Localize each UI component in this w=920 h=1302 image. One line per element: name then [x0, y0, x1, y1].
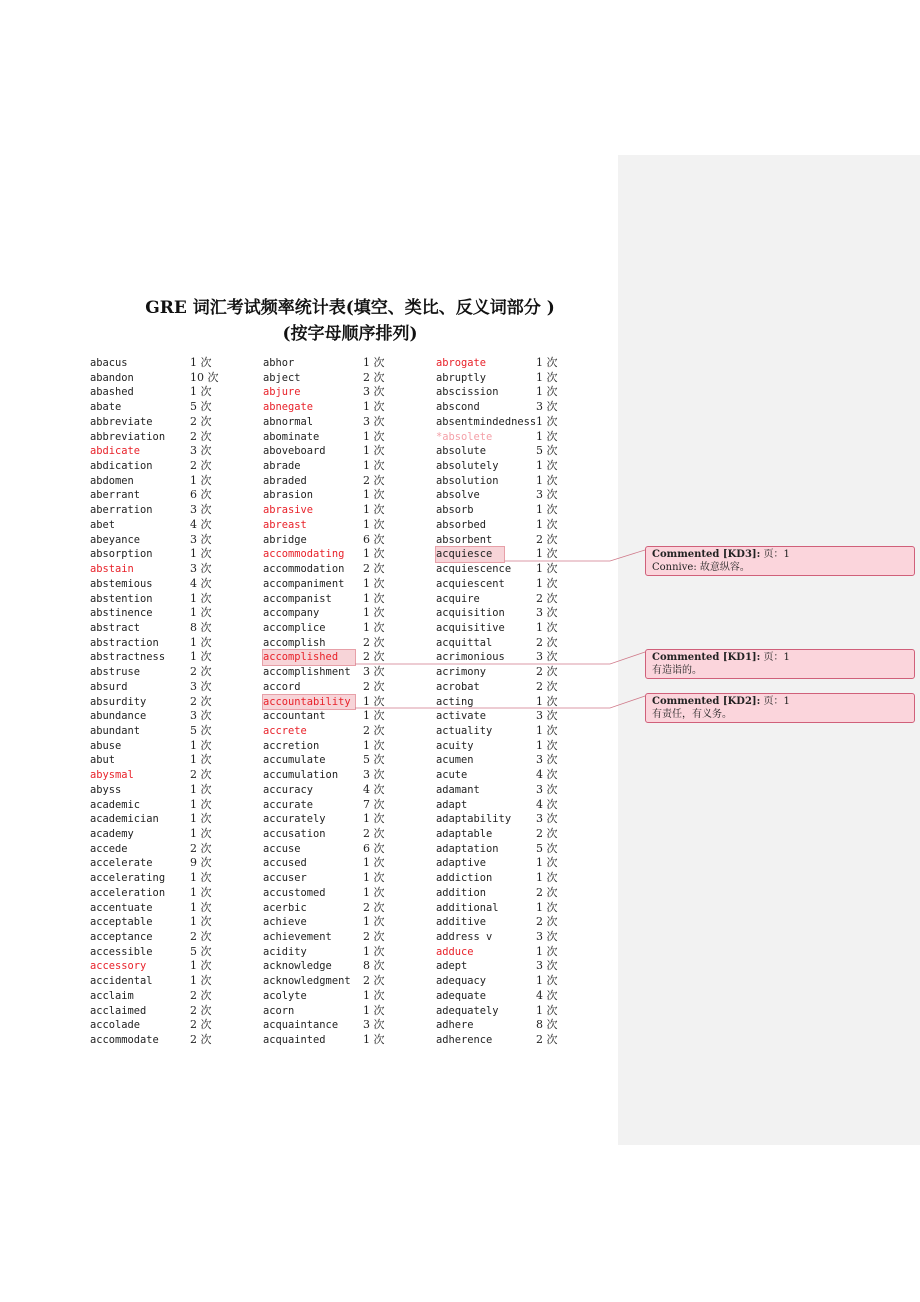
vocab-word: acquiescence: [436, 563, 512, 576]
vocab-word: accessible: [90, 945, 153, 958]
vocab-word: adaptability: [436, 813, 512, 826]
vocab-word: addiction: [436, 872, 493, 885]
frequency-count: 7 次: [363, 797, 385, 811]
frequency-count: 3 次: [536, 606, 558, 620]
vocab-word: acceleration: [90, 886, 166, 899]
vocab-word: acuity: [436, 739, 474, 752]
comment-kd3-text: Connive: 故意纵容。: [652, 562, 750, 573]
vocab-word: adequate: [436, 989, 487, 1002]
frequency-count: 1 次: [190, 606, 212, 620]
frequency-count: 8 次: [190, 620, 212, 634]
frequency-count: 1 次: [190, 591, 212, 605]
frequency-count: 3 次: [363, 1018, 385, 1032]
vocab-word: absorbent: [436, 533, 493, 546]
vocab-word: accompany: [263, 607, 320, 620]
frequency-count: 1 次: [536, 429, 558, 443]
frequency-count: 3 次: [363, 414, 385, 428]
frequency-count: 3 次: [190, 709, 212, 723]
vocab-word: accumulation: [263, 769, 339, 782]
frequency-count: 1 次: [363, 694, 385, 708]
vocab-word: adapt: [436, 798, 468, 811]
comment-kd1-text: 有造诣的。: [652, 665, 702, 676]
vocab-word: adequately: [436, 1004, 499, 1017]
vocab-word: accuracy: [263, 783, 314, 796]
frequency-count: 3 次: [363, 768, 385, 782]
comment-kd3-page: 页：1: [763, 549, 790, 560]
vocab-word: acolyte: [263, 989, 307, 1002]
vocab-word: achieve: [263, 916, 307, 929]
frequency-count: 1 次: [190, 738, 212, 752]
frequency-count: 2 次: [363, 827, 385, 840]
comment-kd2-label: Commented [KD2]:: [652, 696, 761, 707]
comment-kd2-text: 有责任，有义务。: [652, 709, 732, 720]
vocab-word: absolutely: [436, 460, 499, 473]
frequency-count: 1 次: [363, 871, 385, 885]
frequency-count: 1 次: [536, 356, 558, 369]
vocab-word: abacus: [90, 357, 128, 369]
vocab-word: acquiescent: [436, 577, 505, 590]
vocab-word: accolade: [90, 1019, 141, 1032]
vocab-word: abate: [90, 401, 122, 414]
frequency-count: 2 次: [363, 900, 385, 914]
vocab-word: absurd: [90, 680, 128, 693]
frequency-count: 2 次: [363, 930, 385, 944]
frequency-count: 1 次: [363, 620, 385, 634]
vocab-word: abashed: [90, 386, 134, 399]
vocab-word: abstention: [90, 592, 153, 605]
frequency-count: 1 次: [190, 974, 212, 988]
vocab-word: accumulate: [263, 754, 326, 767]
frequency-count: 3 次: [536, 709, 558, 723]
frequency-count: 2 次: [190, 694, 212, 708]
vocab-word: accuser: [263, 872, 307, 885]
vocab-word: accomplice: [263, 621, 326, 634]
frequency-count: 2 次: [190, 988, 212, 1002]
frequency-count: 2 次: [190, 768, 212, 782]
frequency-count: 5 次: [536, 841, 558, 855]
frequency-count: 1 次: [536, 723, 558, 737]
frequency-count: 5 次: [190, 944, 212, 958]
vocab-word: acquiesce: [436, 547, 504, 562]
frequency-count: 2 次: [536, 915, 558, 929]
frequency-count: 2 次: [536, 635, 558, 649]
vocab-word: abbreviate: [90, 415, 153, 428]
frequency-count: 9 次: [190, 856, 212, 870]
vocab-word: adequacy: [436, 975, 487, 988]
vocab-word: abet: [90, 518, 116, 531]
frequency-count: 1 次: [363, 944, 385, 958]
vocab-word: achievement: [263, 931, 332, 944]
vocab-word: acquisitive: [436, 621, 505, 634]
frequency-count: 1 次: [363, 444, 385, 458]
vocab-word: abjure: [263, 386, 301, 399]
frequency-count: 2 次: [363, 723, 385, 737]
frequency-count: 6 次: [363, 841, 385, 855]
frequency-count: 2 次: [190, 1033, 212, 1047]
frequency-count: 1 次: [363, 709, 385, 723]
vocab-word: acclaim: [90, 989, 134, 1002]
vocab-word: abuse: [90, 739, 122, 752]
frequency-count: 1 次: [363, 856, 385, 870]
frequency-count: 1 次: [190, 650, 212, 664]
frequency-count: 1 次: [536, 900, 558, 914]
frequency-count: 3 次: [363, 665, 385, 679]
frequency-count: 2 次: [536, 1033, 558, 1047]
vocab-word: abut: [90, 754, 116, 767]
vocab-word: accountability: [263, 695, 355, 710]
vocab-word: accord: [263, 680, 301, 693]
vocab-word: abstract: [90, 621, 141, 634]
frequency-count: 1 次: [536, 974, 558, 988]
vocab-word: abundance: [90, 710, 147, 723]
frequency-count: 2 次: [536, 591, 558, 605]
document-subtitle: (按字母顺序排列): [282, 324, 418, 344]
vocab-word: abrasive: [263, 504, 314, 517]
frequency-count: 3 次: [536, 959, 558, 973]
frequency-count: 2 次: [536, 827, 558, 840]
comment-kd1-label: Commented [KD1]:: [652, 652, 761, 663]
vocab-word: adept: [436, 960, 468, 973]
frequency-count: 3 次: [536, 930, 558, 944]
frequency-count: 8 次: [536, 1018, 558, 1032]
vocab-word: accuse: [263, 842, 301, 855]
frequency-count: 2 次: [190, 665, 212, 679]
frequency-count: 1 次: [363, 915, 385, 929]
vocab-word: acting: [436, 695, 474, 708]
frequency-count: 1 次: [363, 812, 385, 826]
vocab-word: acquittal: [436, 636, 493, 649]
frequency-count: 3 次: [536, 812, 558, 826]
frequency-count: 1 次: [536, 473, 558, 487]
vocab-word: accommodating: [263, 548, 345, 561]
frequency-count: 4 次: [363, 782, 385, 796]
vocab-word: acquainted: [263, 1034, 326, 1047]
vocab-word: *absolete: [436, 430, 493, 443]
frequency-count: 4 次: [190, 576, 212, 590]
frequency-count: 1 次: [190, 547, 212, 561]
vocab-word: absorption: [90, 548, 153, 561]
vocab-word: abbreviation: [90, 430, 166, 443]
vocab-word: abstain: [90, 563, 134, 576]
frequency-count: 1 次: [190, 871, 212, 885]
frequency-count: 5 次: [536, 444, 558, 458]
vocab-word: academic: [90, 798, 141, 811]
vocab-word: acrimony: [436, 666, 487, 679]
vocab-word: aberrant: [90, 489, 141, 502]
vocab-word: accusation: [263, 828, 326, 840]
vocab-word: acrimonious: [436, 651, 505, 664]
vocab-word: adaptive: [436, 857, 487, 870]
vocab-word: accustomed: [263, 886, 326, 899]
frequency-count: 3 次: [536, 488, 558, 502]
vocab-word: abrade: [263, 460, 301, 473]
vocab-word: accommodation: [263, 563, 345, 576]
frequency-count: 1 次: [190, 827, 212, 840]
vocab-word: abscond: [436, 401, 480, 414]
vocab-word: abstruse: [90, 666, 141, 679]
frequency-count: 1 次: [536, 1003, 558, 1017]
frequency-count: 1 次: [190, 635, 212, 649]
vocab-word: abstinence: [90, 607, 153, 620]
vocab-word: acknowledgment: [263, 975, 351, 988]
vocab-word: abeyance: [90, 533, 141, 546]
vocab-word: absolve: [436, 489, 480, 502]
frequency-count: 1 次: [363, 547, 385, 561]
frequency-count: 1 次: [536, 562, 558, 576]
vocab-word: abdicate: [90, 445, 141, 458]
comment-kd3-label: Commented [KD3]:: [652, 549, 761, 560]
frequency-count: 1 次: [190, 356, 212, 369]
vocab-word: adaptation: [436, 842, 499, 855]
vocab-word: abridge: [263, 533, 307, 546]
frequency-count: 4 次: [536, 797, 558, 811]
vocab-word: abysmal: [90, 769, 134, 782]
vocab-word: accrete: [263, 724, 307, 737]
frequency-count: 1 次: [363, 400, 385, 414]
frequency-count: 5 次: [190, 400, 212, 414]
frequency-count: 1 次: [363, 429, 385, 443]
vocab-word: adherence: [436, 1034, 493, 1047]
vocab-word: abrogate: [436, 357, 487, 369]
vocab-word: additional: [436, 901, 499, 914]
frequency-count: 1 次: [363, 517, 385, 531]
vocab-word: adduce: [436, 945, 474, 958]
frequency-count: 1 次: [536, 944, 558, 958]
vocab-word: acceptance: [90, 931, 153, 944]
frequency-count: 2 次: [536, 885, 558, 899]
vocab-word: activate: [436, 710, 487, 723]
frequency-count: 3 次: [190, 503, 212, 517]
vocab-word: accomplished: [263, 650, 355, 665]
frequency-count: 2 次: [190, 930, 212, 944]
frequency-count: 1 次: [190, 473, 212, 487]
frequency-count: 1 次: [536, 385, 558, 399]
frequency-count: 3 次: [190, 679, 212, 693]
vocab-word: acclaimed: [90, 1004, 147, 1017]
frequency-count: 1 次: [190, 959, 212, 973]
vocab-word: acquire: [436, 592, 480, 605]
frequency-count: 1 次: [363, 459, 385, 473]
vocab-word: accede: [90, 842, 128, 855]
frequency-count: 4 次: [536, 988, 558, 1002]
frequency-count: 1 次: [190, 385, 212, 399]
comment-kd2[interactable]: [645, 693, 915, 723]
frequency-count: 1 次: [190, 915, 212, 929]
frequency-count: 1 次: [536, 547, 558, 561]
vocab-word: abundant: [90, 724, 141, 737]
vocab-word: abandon: [90, 371, 134, 384]
document-title: GRE 词汇考试频率统计表(填空、类比、反义词部分 ): [145, 298, 555, 318]
vocab-word: acrobat: [436, 680, 480, 693]
frequency-count: 2 次: [536, 679, 558, 693]
frequency-count: 1 次: [190, 885, 212, 899]
vocab-word: abnegate: [263, 401, 314, 414]
frequency-count: 1 次: [536, 856, 558, 870]
frequency-count: 1 次: [363, 576, 385, 590]
frequency-count: 2 次: [536, 532, 558, 546]
frequency-count: 1 次: [536, 414, 558, 428]
comment-kd1-page: 页：1: [763, 652, 790, 663]
vocab-word: aberration: [90, 504, 153, 517]
vocab-word: abhor: [263, 357, 295, 369]
vocab-word: abstemious: [90, 577, 153, 590]
vocab-word: additive: [436, 916, 487, 929]
frequency-count: 2 次: [363, 974, 385, 988]
vocab-word: aboveboard: [263, 445, 326, 458]
vocab-word: accommodate: [90, 1034, 159, 1047]
vocab-word: acerbic: [263, 901, 307, 914]
frequency-count: 1 次: [536, 459, 558, 473]
vocab-word: addition: [436, 886, 487, 899]
frequency-count: 4 次: [190, 517, 212, 531]
frequency-count: 2 次: [363, 679, 385, 693]
vocab-word: abscission: [436, 386, 499, 399]
vocab-word: acquisition: [436, 607, 505, 620]
vocab-word: acquaintance: [263, 1019, 339, 1032]
vocab-word: accomplish: [263, 636, 326, 649]
frequency-count: 1 次: [536, 871, 558, 885]
vocab-word: adamant: [436, 783, 480, 796]
frequency-count: 1 次: [536, 517, 558, 531]
frequency-count: 1 次: [190, 753, 212, 767]
frequency-count: 1 次: [363, 606, 385, 620]
vocab-word: acknowledge: [263, 960, 332, 973]
frequency-count: 2 次: [190, 841, 212, 855]
frequency-count: 3 次: [536, 650, 558, 664]
frequency-count: 1 次: [363, 591, 385, 605]
vocab-word: absurdity: [90, 695, 147, 708]
comment-kd2-page: 页：1: [763, 696, 790, 707]
vocab-word: actuality: [436, 724, 493, 737]
frequency-count: 2 次: [190, 414, 212, 428]
vocab-word: accessory: [90, 960, 147, 973]
vocab-word: accused: [263, 857, 307, 870]
frequency-count: 6 次: [363, 532, 385, 546]
vocab-word: acumen: [436, 754, 474, 767]
frequency-count: 1 次: [190, 812, 212, 826]
vocab-word: abnormal: [263, 415, 314, 428]
vocab-word: accountant: [263, 710, 326, 723]
frequency-count: 1 次: [536, 694, 558, 708]
vocab-word: abraded: [263, 474, 307, 487]
frequency-count: 1 次: [536, 576, 558, 590]
vocab-word: acorn: [263, 1004, 295, 1017]
vocab-word: accidental: [90, 975, 153, 988]
vocab-word: abominate: [263, 430, 320, 443]
frequency-count: 2 次: [363, 473, 385, 487]
vocab-word: acceptable: [90, 916, 153, 929]
vocab-word: absolute: [436, 445, 487, 458]
vocab-word: abruptly: [436, 371, 487, 384]
vocab-word: abyss: [90, 783, 122, 796]
frequency-count: 8 次: [363, 959, 385, 973]
vocab-word: abstractness: [90, 651, 166, 664]
vocab-word: abrasion: [263, 489, 314, 502]
frequency-count: 2 次: [190, 459, 212, 473]
frequency-count: 4 次: [536, 768, 558, 782]
vocab-word: accomplishment: [263, 666, 351, 679]
vocab-word: absorbed: [436, 518, 487, 531]
frequency-count: 1 次: [536, 620, 558, 634]
frequency-count: 2 次: [363, 650, 385, 664]
frequency-count: 1 次: [536, 370, 558, 384]
frequency-count: 2 次: [536, 665, 558, 679]
vocab-word: acidity: [263, 945, 307, 958]
frequency-count: 6 次: [190, 488, 212, 502]
frequency-count: 1 次: [190, 900, 212, 914]
frequency-count: 1 次: [363, 885, 385, 899]
vocab-word: accelerating: [90, 872, 166, 885]
frequency-count: 1 次: [536, 738, 558, 752]
frequency-count: 5 次: [190, 723, 212, 737]
vocab-word: absentmindedness: [436, 415, 537, 428]
vocab-word: acute: [436, 769, 468, 782]
frequency-count: 1 次: [190, 782, 212, 796]
frequency-count: 1 次: [363, 988, 385, 1002]
comment-kd3[interactable]: [645, 546, 915, 576]
vocab-word: abdication: [90, 460, 153, 473]
vocab-word: abreast: [263, 518, 307, 531]
vocab-word: adaptable: [436, 828, 493, 840]
frequency-count: 3 次: [536, 400, 558, 414]
frequency-count: 2 次: [190, 1018, 212, 1032]
frequency-count: 3 次: [190, 562, 212, 576]
frequency-count: 1 次: [363, 488, 385, 502]
vocab-word: academician: [90, 813, 159, 826]
frequency-count: 2 次: [363, 635, 385, 649]
vocab-word: absolution: [436, 474, 499, 487]
frequency-count: 1 次: [363, 503, 385, 517]
vocab-word: abject: [263, 371, 301, 384]
vocab-word: address v: [436, 931, 493, 944]
vocab-word: abdomen: [90, 474, 134, 487]
vocab-word: accurately: [263, 813, 326, 826]
vocab-word: accompaniment: [263, 577, 345, 590]
frequency-count: 5 次: [363, 753, 385, 767]
frequency-count: 1 次: [190, 797, 212, 811]
comment-kd1[interactable]: [645, 649, 915, 679]
vocab-word: abstraction: [90, 636, 159, 649]
frequency-count: 3 次: [536, 753, 558, 767]
vocab-word: adhere: [436, 1019, 474, 1032]
frequency-count: 2 次: [190, 1003, 212, 1017]
frequency-count: 3 次: [363, 385, 385, 399]
frequency-count: 2 次: [190, 429, 212, 443]
vocab-word: accentuate: [90, 901, 153, 914]
frequency-count: 10 次: [190, 370, 219, 384]
vocab-word: accelerate: [90, 857, 153, 870]
vocab-word: academy: [90, 828, 134, 840]
vocab-word: absorb: [436, 504, 474, 517]
frequency-count: 1 次: [363, 1003, 385, 1017]
frequency-count: 2 次: [363, 562, 385, 576]
frequency-count: 1 次: [536, 503, 558, 517]
frequency-count: 1 次: [363, 1033, 385, 1047]
frequency-count: 3 次: [190, 444, 212, 458]
frequency-count: 1 次: [363, 356, 385, 369]
vocab-word: accompanist: [263, 592, 332, 605]
vocab-word: accretion: [263, 739, 320, 752]
vocab-word: accurate: [263, 798, 314, 811]
frequency-count: 3 次: [190, 532, 212, 546]
frequency-count: 3 次: [536, 782, 558, 796]
frequency-count: 1 次: [363, 738, 385, 752]
frequency-count: 2 次: [363, 370, 385, 384]
